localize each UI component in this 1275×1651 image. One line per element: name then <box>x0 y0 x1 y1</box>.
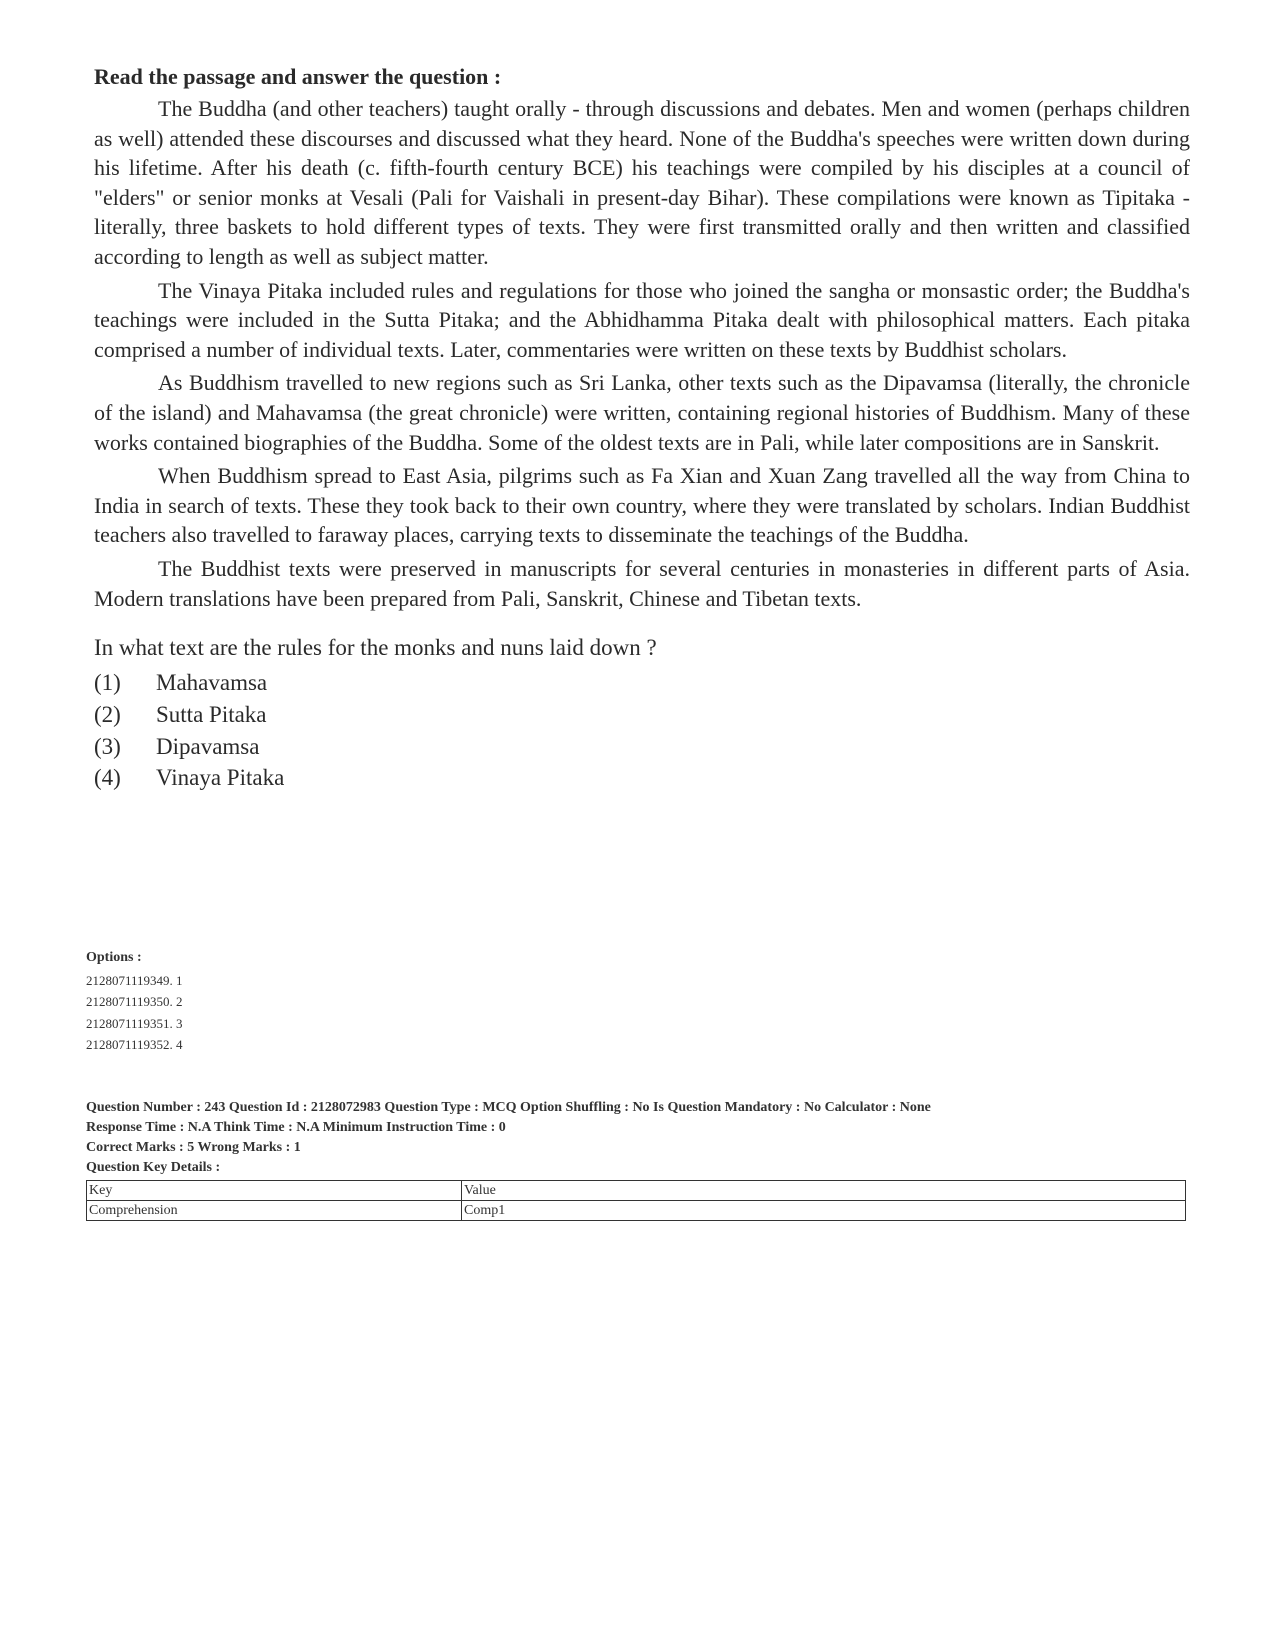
option-2 <box>94 699 1190 731</box>
question-text: In what text are the rules for the monks and nuns laid down ? <box>94 635 657 661</box>
passage-heading: Read the passage and answer the question : <box>94 64 502 89</box>
option-number: (3) <box>94 733 121 759</box>
passage-paragraph-4: When Buddhism spread to East Asia, pilgrims such as Fa Xian and Xuan Zang travelled all the way from China to India in search of texts. These they took back to their own country, where they were translated by scholars. Indian Buddhist teachers also travelled to faraway places, carrying texts to disseminate the teachings of the Buddha. <box>94 463 1190 548</box>
option-number: (4) <box>94 765 121 791</box>
option-id: 2128071119351. 3 <box>86 1015 183 1031</box>
option-id: 2128071119352. 4 <box>86 1036 183 1052</box>
passage-block <box>94 62 1190 794</box>
table-cell-value: Comp1 <box>462 1201 1186 1221</box>
option-1 <box>94 667 1190 699</box>
option-text: Mahavamsa <box>156 670 268 696</box>
question-info-line: Question Number : 243 Question Id : 2128072983 Question Type : MCQ Option Shuffling : No Is Question Mandatory : No Calculator : None <box>86 1100 931 1115</box>
table-cell-key: Comprehension <box>87 1201 462 1221</box>
options-label: Options : <box>86 950 142 965</box>
question-info-line: Response Time : N.A Think Time : N.A Minimum Instruction Time : 0 <box>86 1120 506 1135</box>
option-4 <box>94 762 1190 794</box>
table-header-key: Key <box>87 1181 462 1201</box>
table-header-value: Value <box>462 1181 1186 1201</box>
option-3 <box>94 731 1190 763</box>
passage-paragraph-1: The Buddha (and other teachers) taught orally - through discussions and debates. Men and women (perhaps children as well) attended these discourses and discussed what they heard. None of the Buddha's speeches were written down during his lifetime. After his death (c. fifth-fourth century BCE) his teachings were compiled by his disciples at a council of "elders" or senior monks at Vesali (Pali for Vaishali in present-day Bihar). These compilations were known as Tipitaka - literally, three baskets to hold different types of texts. They were first transmitted orally and then written and classified according to length as well as subject matter. <box>94 96 1190 269</box>
option-text: Dipavamsa <box>156 733 260 759</box>
option-id: 2128071119349. 1 <box>86 973 183 988</box>
passage-paragraph-2: The Vinaya Pitaka included rules and regulations for those who joined the sangha or monsastic order; the Buddha's teachings were included in the Sutta Pitaka; and the Abhidhamma Pitaka dealt with philosophical matters. Each pitaka comprised a number of individual texts. Later, commentaries were written on these texts by Buddhist scholars. <box>94 277 1190 362</box>
option-text: Sutta Pitaka <box>156 701 267 727</box>
passage-paragraph-5: The Buddhist texts were preserved in manuscripts for several centuries in monasteries in different parts of Asia. Modern translations have been prepared from Pali, Sanskrit, Chinese and Tibetan texts. <box>94 555 1190 611</box>
key-details-label: Question Key Details : <box>86 1160 221 1175</box>
option-number: (1) <box>94 670 121 696</box>
option-text: Vinaya Pitaka <box>156 765 285 791</box>
table-header-row <box>87 1181 1186 1201</box>
option-id: 2128071119350. 2 <box>86 994 183 1010</box>
passage-paragraph-3: As Buddhism travelled to new regions such as Sri Lanka, other texts such as the Dipavamsa (literally, the chronicle of the island) and Mahavamsa (the great chronicle) were written, containing regional histories of Buddhism. Many of these works contained biographies of the Buddha. Some of the oldest texts are in Pali, while later compositions are in Sanskrit. <box>94 370 1190 455</box>
option-number: (2) <box>94 701 121 727</box>
question-key-table <box>86 1180 1186 1221</box>
question-info <box>86 1098 1186 1178</box>
option-ids-list <box>86 970 1186 1055</box>
table-row <box>87 1201 1186 1221</box>
marks-line: Correct Marks : 5 Wrong Marks : 1 <box>86 1140 301 1155</box>
